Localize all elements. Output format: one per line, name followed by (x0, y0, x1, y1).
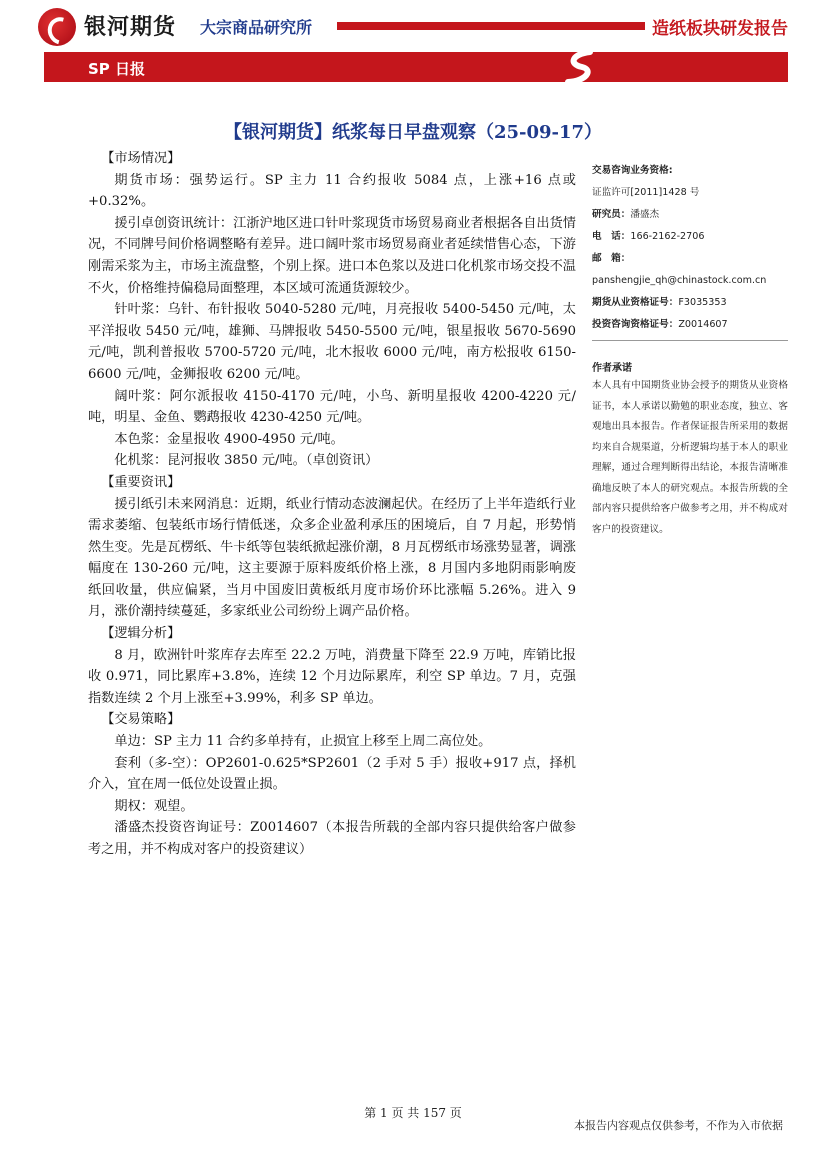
header-red-bar (337, 22, 645, 30)
invest-cert-row (592, 314, 788, 336)
brand-name: 银河期货 (84, 15, 177, 40)
paragraph: 8 月，欧洲针叶浆库存去库至 22.2 万吨，消费量下降至 22.9 万吨，库销比报收 0.971，同比累库+3.8%，连续 12 个月边际累库，利空 SP 单边。7 月，克强指数连续 2 个月上涨至+3.99%，利多 SP 单边。 (88, 647, 576, 706)
paragraph: 期货市场：强势运行。SP 主力 11 合约报收 5084 点，上涨+16 点或+0.32%。 (88, 172, 576, 210)
section-heading: 【重要资讯】 (101, 474, 181, 490)
researcher-label: 研究员： (592, 209, 631, 220)
sidebar (592, 160, 788, 535)
qualification-value: 证监许可[2011]1428 号 (592, 187, 700, 198)
paragraph: 援引纸引未来网消息：近期，纸业行情动态波澜起伏。在经历了上半年造纸行业需求萎缩、包装纸市场行情低迷，众多企业盈利承压的困境后，自 7 月起，形势悄然生变。先是瓦楞纸、牛卡纸等包装纸掀起涨价潮，8 月瓦楞纸市场涨势显著，调涨幅度在 130-260 元/吨，这主要源于原料废纸价格上涨，8 月国内多地阴雨影响废纸回收量，供应偏紧，当月中国废旧黄板纸月度市场价环比涨幅 5.26%。进入 9 月，涨价潮持续蔓延，多家纸业公司纷纷上调产品价格。 (88, 496, 576, 620)
band-label: SP 日报 (88, 60, 146, 78)
sidebar-divider (592, 340, 788, 341)
paragraph: 潘盛杰投资咨询证号：Z0014607（本报告所载的全部内容只提供给客户做参考之用，并不构成对客户的投资建议） (88, 820, 576, 857)
author-commitment-title: 作者承诺 (592, 363, 632, 374)
author-commitment-text: 本人具有中国期货业协会授予的期货从业资格证书，本人承诺以勤勉的职业态度，独立、客观地出具本报告。作者保证报告所采用的数据均来自合规渠道，分析逻辑均基于本人的职业理解，通过合理判断得出结论，本报告清晰准确地反映了本人的研究观点。本报告所载的全部内容只提供给客户做参考之用，并不构成对客户的投资建议。 (592, 380, 788, 535)
main-content (88, 148, 576, 861)
paragraph: 阔叶浆：阿尔派报收 4150-4170 元/吨，小鸟、新明星报收 4200-4220 元/吨，明星、金鱼、鹦鹉报收 4230-4250 元/吨。 (88, 388, 576, 426)
email-value-row (592, 270, 788, 292)
report-type: 造纸板块研发报告 (652, 19, 788, 39)
section-heading: 【交易策略】 (101, 712, 181, 728)
paragraph: 针叶浆：乌针、布针报收 5040-5280 元/吨，月亮报收 5400-5450 元/吨，太平洋报收 5450 元/吨，雄狮、马牌报收 5450-5500 元/吨，银星报收 5670-5690 元/吨，凯利普报收 5700-5720 元/吨，北木报收 6000 元/吨，南方松报收 6150-6600 元/吨，金狮报收 6200 元/吨。 (88, 302, 576, 382)
futures-cert-value: F3035353 (678, 297, 727, 308)
paragraph: 本色浆：金星报收 4900-4950 元/吨。 (114, 431, 344, 447)
paragraph: 套利（多-空）：OP2601-0.625*SP2601（2 手对 5 手）报收+917 点，择机介入，宜在周一低位处设置止损。 (88, 755, 576, 793)
email-row (592, 248, 788, 270)
paragraph: 化机浆：昆河报收 3850 元/吨。（卓创资讯） (114, 453, 379, 469)
page-number: 第 1 页 共 157 页 (364, 1106, 462, 1120)
paragraph: 期权：观望。 (114, 798, 194, 814)
invest-cert-value: Z0014607 (678, 319, 728, 330)
qualification-value-row (592, 182, 788, 204)
institute-name: 大宗商品研究所 (200, 18, 313, 37)
section-heading: 【逻辑分析】 (101, 626, 181, 642)
qualification-row (592, 160, 788, 182)
email-value: panshengjie_qh@chinastock.com.cn (592, 275, 767, 286)
galaxy-logo-icon (38, 8, 76, 46)
header-band (44, 52, 788, 82)
researcher-name: 潘盛杰 (630, 209, 660, 220)
invest-cert-label: 投资咨询资格证号： (592, 319, 679, 330)
email-label: 邮 箱： (592, 253, 631, 264)
phone-label: 电 话： (592, 231, 631, 242)
researcher-row (592, 204, 788, 226)
page-title: 【银河期货】纸浆每日早盘观察（25-09-17） (223, 122, 603, 143)
section-heading: 【市场情况】 (101, 151, 181, 166)
futures-cert-label: 期货从业资格证号： (592, 297, 679, 308)
futures-cert-row (592, 292, 788, 314)
footer-disclaimer: 本报告内容观点仅供参考，不作为入市依据 (574, 1119, 783, 1132)
page-header (0, 0, 826, 50)
phone-value: 166-2162-2706 (630, 231, 705, 242)
paragraph: 援引卓创资讯统计：江浙沪地区进口针叶浆现货市场贸易商业者根据各自出货情况，不同牌号间价格调整略有差异。进口阔叶浆市场贸易商业者延续惜售心态，下游刚需采浆为主，市场主流盘整，个别上探。进口本色浆以及进口化机浆市场交投不温不火，价格维持偏稳局面整理，本区域可流通货源较少。 (88, 215, 576, 296)
phone-row (592, 226, 788, 248)
qualification-label: 交易咨询业务资格: (592, 165, 673, 176)
paragraph: 单边：SP 主力 11 合约多单持有，止损宜上移至上周二高位处。 (114, 734, 492, 750)
swoosh-icon (560, 48, 600, 86)
